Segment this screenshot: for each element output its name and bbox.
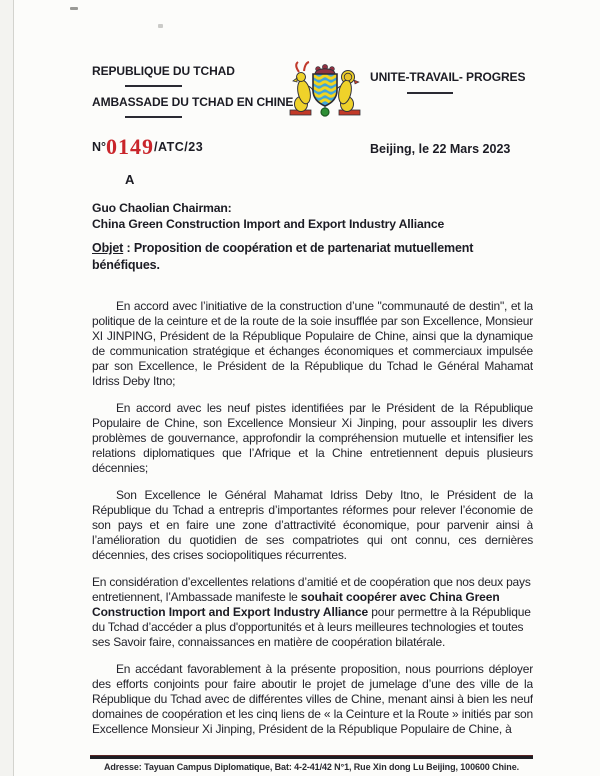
recipient-block bbox=[92, 200, 444, 232]
subject-line bbox=[92, 240, 544, 273]
body-paragraph bbox=[92, 662, 533, 737]
subject-label: Objet bbox=[92, 241, 124, 255]
date-line: Beijing, le 22 Mars 2023 bbox=[370, 142, 511, 156]
body-paragraphs bbox=[92, 299, 533, 749]
scan-artifact bbox=[70, 7, 78, 10]
body-text: Son Excellence le Général Mahamat Idriss Deby Itno, le Président de la République du Tchad a entrepris d’importantes réformes pour relever l’économie de son pays et en faire une zone d’attractivité économique, pour parvenir ainsi à l’amélioration du quotidien de ses compatriotes qui ont connu, ces dernières décennies, des crises sociopolitiques récurrentes. bbox=[92, 488, 533, 562]
country-name: REPUBLIQUE DU TCHAD bbox=[92, 64, 235, 78]
recipient-name: Guo Chaolian Chairman: bbox=[92, 201, 232, 215]
divider bbox=[125, 116, 182, 118]
chad-coat-of-arms-icon bbox=[286, 58, 364, 127]
body-text: En considération d’excellentes relations d’amitié et de coopération que nos deux pays entretiennent, l’Ambassade manifeste le bbox=[92, 575, 531, 604]
shield bbox=[310, 72, 340, 108]
body-text: En accédant favorablement à la présente proposition, nous pourrions déployer des efforts conjoints pour faire aboutir le projet de jumelage d’une des ville de la République du Tchad avec de différentes villes de Chine, menant ainsi à bien les neuf domaines de coopération et les cinq liens de « la Ceinture et la Route » initiés par son Excellence Monsieur Xi Jinping, Président de la République Populaire de Chine, à bbox=[92, 662, 533, 736]
reference-prefix: N° bbox=[92, 140, 107, 154]
footer-address: Adresse: Tayuan Campus Diplomatique, Bat: 4-2-41/42 N°1, Rue Xin dong Lu Beijing, 100600 Chine. bbox=[103, 762, 520, 772]
footer-rule bbox=[90, 755, 533, 759]
salutation: A bbox=[125, 172, 135, 187]
body-paragraph bbox=[92, 575, 533, 650]
scan-page-edge bbox=[0, 0, 14, 776]
subject-separator: : bbox=[123, 241, 134, 255]
body-text: pour permettre à la République du Tchad d’accéder a plus d'opportunités et à leurs meilleures technologies et toutes ses Savoir faire, connaissances en matière de coopération bilatérale. bbox=[92, 605, 531, 649]
body-paragraph bbox=[92, 488, 533, 563]
reference-stamped-number: 0149 bbox=[106, 134, 155, 159]
embassy-name: AMBASSADE DU TCHAD EN CHINE bbox=[92, 95, 294, 109]
body-paragraph bbox=[92, 299, 533, 389]
subject-text: Proposition de coopération et de partenariat mutuellement bénéfiques. bbox=[92, 241, 474, 272]
divider bbox=[125, 85, 182, 87]
reference-suffix: /ATC/23 bbox=[154, 140, 204, 154]
scan-artifact bbox=[158, 24, 163, 28]
body-paragraph bbox=[92, 401, 533, 476]
medallion bbox=[321, 106, 329, 116]
goat-supporter bbox=[293, 62, 313, 112]
body-text-bold: souhait coopérer avec China Green Construction Import and Export Industry Alliance bbox=[92, 590, 500, 619]
letterhead-left bbox=[92, 64, 293, 126]
crest-sun bbox=[315, 64, 335, 74]
recipient-organization: China Green Construction Import and Export Industry Alliance bbox=[92, 217, 445, 231]
reference-number bbox=[92, 134, 203, 160]
lion-supporter bbox=[336, 71, 359, 112]
body-text: En accord avec les neuf pistes identifiées par le Président de la République Populaire de Chine, son Excellence Monsieur Xi Jinping, pour assouplir les divers problèmes de gouvernance, approfondir la compréhension mutuelle et intensifier les relations diplomatiques que l’Afrique et la Chine entretiennent depuis plusieurs décennies; bbox=[92, 401, 533, 475]
divider bbox=[407, 92, 453, 94]
body-text: En accord avec l’initiative de la construction d’une "communauté de destin", et la politique de la ceinture et de la route de la soie insufflée par son Excellence, Monsieur XI JINPING, Président de la République Populaire de Chine, ainsi que la dynamique de communication stratégique et échanges économiques et commerciaux impulsée par son Excellence, le Président de la République du Tchad le Général Mahamat Idriss Deby Itno; bbox=[92, 299, 533, 388]
national-motto: UNITE-TRAVAIL- PROGRES bbox=[370, 70, 526, 84]
